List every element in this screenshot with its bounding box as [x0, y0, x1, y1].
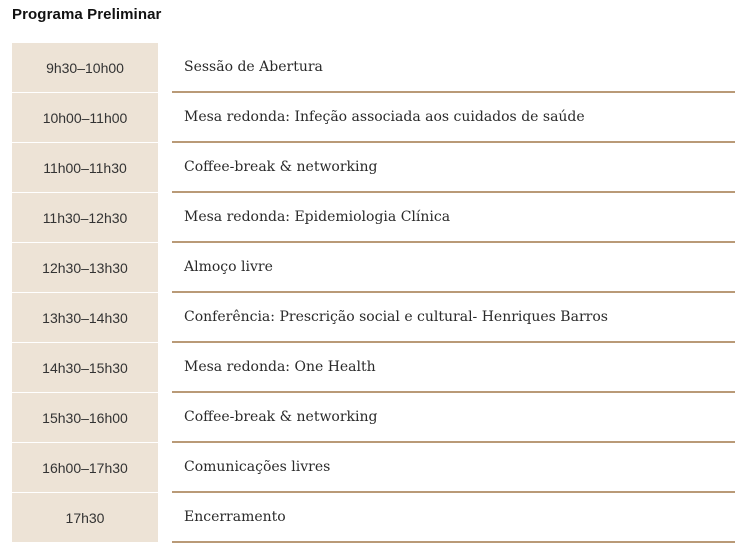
- page-title: Programa Preliminar: [12, 6, 162, 23]
- time-cell: 11h00–11h30: [12, 143, 158, 193]
- time-cell: 13h30–14h30: [12, 293, 158, 343]
- time-cell: 12h30–13h30: [12, 243, 158, 293]
- event-cell: Comunicações livres: [172, 443, 735, 493]
- time-cell: 9h30–10h00: [12, 43, 158, 93]
- schedule-row: [12, 343, 735, 393]
- time-cell: 15h30–16h00: [12, 393, 158, 443]
- event-cell: Coffee-break & networking: [172, 143, 735, 193]
- schedule-row: [12, 243, 735, 293]
- schedule-row: [12, 93, 735, 143]
- schedule-row: [12, 143, 735, 193]
- event-cell: Mesa redonda: One Health: [172, 343, 735, 393]
- schedule-row: [12, 443, 735, 493]
- schedule-row: [12, 293, 735, 343]
- time-cell: 14h30–15h30: [12, 343, 158, 393]
- time-cell: 11h30–12h30: [12, 193, 158, 243]
- event-cell: Sessão de Abertura: [172, 43, 735, 93]
- schedule-row: [12, 193, 735, 243]
- event-cell: Conferência: Prescrição social e cultural- Henriques Barros: [172, 293, 735, 343]
- event-cell: Coffee-break & networking: [172, 393, 735, 443]
- schedule-table: [12, 43, 735, 543]
- time-cell: 16h00–17h30: [12, 443, 158, 493]
- time-cell: 10h00–11h00: [12, 93, 158, 143]
- event-cell: Mesa redonda: Infeção associada aos cuidados de saúde: [172, 93, 735, 143]
- time-cell: 17h30: [12, 493, 158, 543]
- schedule-row: [12, 43, 735, 93]
- event-cell: Almoço livre: [172, 243, 735, 293]
- schedule-row: [12, 493, 735, 543]
- event-cell: Mesa redonda: Epidemiologia Clínica: [172, 193, 735, 243]
- schedule-row: [12, 393, 735, 443]
- event-cell: Encerramento: [172, 493, 735, 543]
